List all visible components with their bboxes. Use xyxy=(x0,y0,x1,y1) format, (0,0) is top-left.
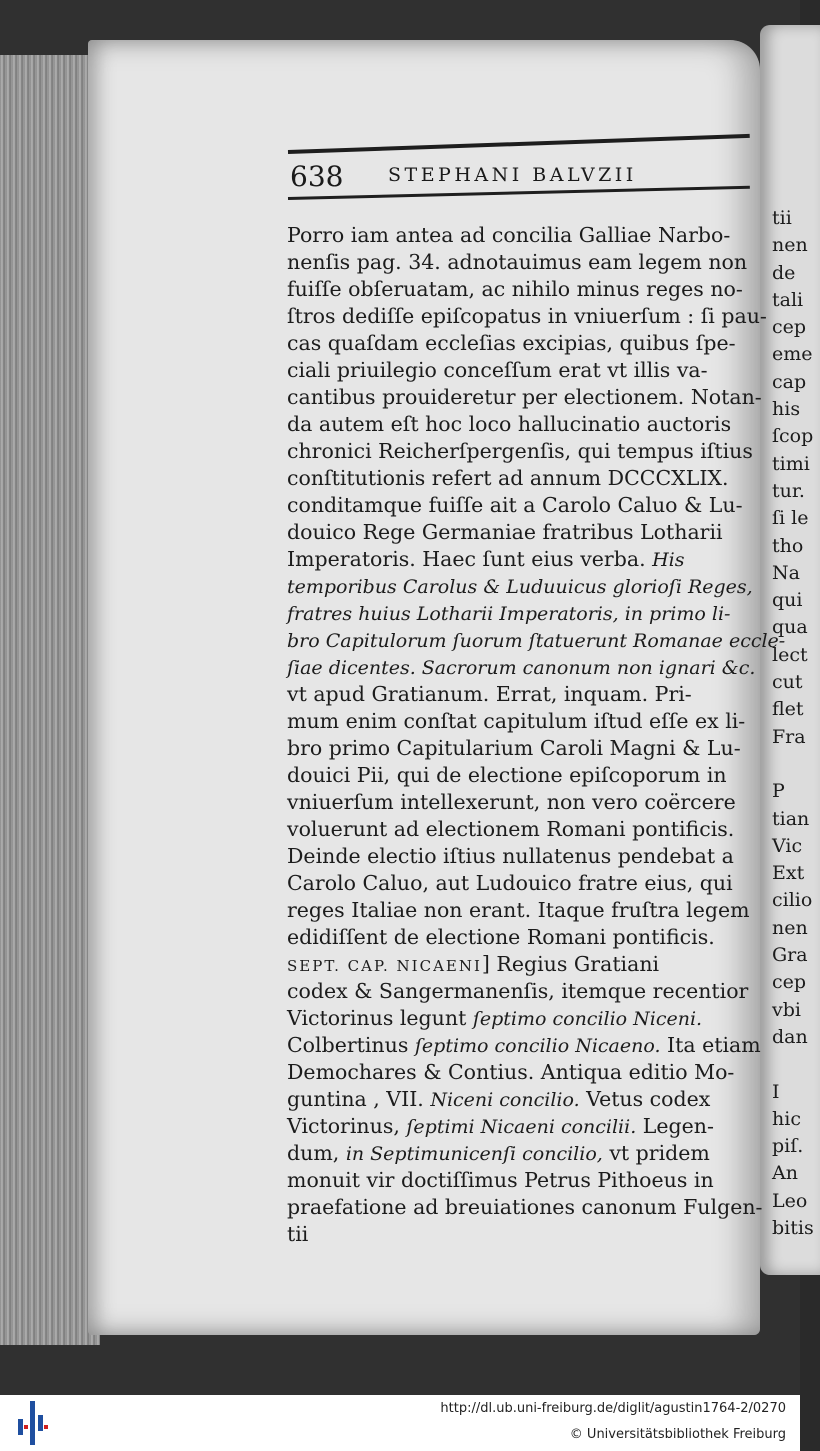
facing-text-fragment: qua xyxy=(772,616,808,639)
viewer-footer xyxy=(0,1395,800,1451)
text-run: Carolo Caluo, aut Ludouico fratre eius, qui xyxy=(287,871,733,895)
text-run: conditamque fuiſſe ait a Carolo Caluo & Lu- xyxy=(287,493,743,517)
text-run: ] Regius Gratiani xyxy=(481,952,660,976)
text-run: Victorinus legunt xyxy=(287,1006,473,1030)
text-line xyxy=(287,1005,757,1032)
running-head: STEPHANI BALVZII xyxy=(388,164,637,186)
facing-text-fragment: Ext xyxy=(772,862,805,885)
text-line xyxy=(287,1167,757,1194)
text-run: Demochares & Contius. Antiqua editio Mo- xyxy=(287,1060,735,1084)
text-run: reges Italiae non erant. Itaque fruſtra legem xyxy=(287,898,750,922)
facing-text-fragment xyxy=(772,1051,812,1078)
text-run: monuit vir doctiſſimus Petrus Pithoeus in xyxy=(287,1168,714,1192)
facing-text-fragment: flet xyxy=(772,698,804,721)
text-line xyxy=(287,978,757,1005)
facing-text-fragment: Gra xyxy=(772,944,808,967)
facing-text-fragment: nen xyxy=(772,234,808,257)
facing-text-fragment: nen xyxy=(772,916,808,939)
facing-text-fragment: qui xyxy=(772,589,803,612)
facing-text-fragment: P xyxy=(772,780,785,803)
text-run: edidiſſent de electione Romani pontificis. xyxy=(287,925,715,949)
text-line xyxy=(287,897,757,924)
facing-text-fragment: dan xyxy=(772,1025,808,1048)
copyright-notice: © Universitätsbibliothek Freiburg xyxy=(569,1427,786,1442)
text-line xyxy=(287,1140,757,1167)
text-line xyxy=(287,816,757,843)
text-run: ciali priuilegio conceſſum erat vt illis va- xyxy=(287,358,708,382)
text-line xyxy=(287,1221,757,1248)
text-line xyxy=(287,735,757,762)
text-line xyxy=(287,600,757,627)
facing-text-fragment: cep xyxy=(772,316,807,339)
facing-text-fragment: timi xyxy=(772,452,810,475)
text-line xyxy=(287,654,757,681)
facing-text-fragment: vbi xyxy=(772,998,801,1021)
text-line xyxy=(287,222,757,249)
text-line xyxy=(287,789,757,816)
text-run: His xyxy=(652,549,685,571)
text-line xyxy=(287,357,757,384)
facing-text-fragment: tian xyxy=(772,807,810,830)
facing-text-fragment: tii xyxy=(772,207,792,229)
text-run: ſtros dediſſe epiſcopatus in vniuerſum : ſi pau- xyxy=(287,304,767,328)
text-line xyxy=(287,1086,757,1113)
text-run: douico Rege Germaniae fratribus Lotharii xyxy=(287,520,723,544)
facing-text-fragment: tur. xyxy=(772,479,805,502)
facing-text-fragment: lect xyxy=(772,643,808,666)
text-line xyxy=(287,573,757,600)
facing-text-fragment: cilio xyxy=(772,889,813,912)
text-line xyxy=(287,681,757,708)
facing-text-fragment: tho xyxy=(772,534,804,557)
facing-text-fragment: de xyxy=(772,261,796,284)
text-run: codex & Sangermanenſis, itemque recentior xyxy=(287,979,749,1003)
text-line xyxy=(287,1032,761,1059)
text-run: vniuerſum intellexerunt, non vero coërcere xyxy=(287,790,736,814)
text-run: Victorinus, xyxy=(287,1114,407,1138)
text-run: mum enim conſtat capitulum iſtud eſſe ex li- xyxy=(287,709,746,733)
text-run: Imperatoris. Haec ſunt eius verba. xyxy=(287,547,653,571)
text-line xyxy=(287,951,757,978)
text-run: Deinde electio iſtius nullatenus pendebat a xyxy=(287,844,734,868)
facing-text-fragment: ſi le xyxy=(772,507,809,530)
text-line xyxy=(287,1059,757,1086)
text-line xyxy=(287,276,757,303)
library-logo-icon xyxy=(14,1401,50,1445)
text-run: Vetus codex xyxy=(579,1087,711,1111)
page-number: 638 xyxy=(290,160,344,193)
facing-text-fragment xyxy=(772,751,812,778)
text-run: chronici Reicherſpergenſis, qui tempus iſtius xyxy=(287,439,753,463)
text-run: ſeptimo concilio Niceni. xyxy=(472,1008,703,1030)
text-line xyxy=(287,762,757,789)
facing-text-fragment: cap xyxy=(772,370,807,393)
facing-text-fragment: Fra xyxy=(772,725,806,748)
text-line xyxy=(287,492,757,519)
text-line xyxy=(287,519,757,546)
text-run: cantibus prouideretur per electionem. Notan- xyxy=(287,385,762,409)
text-run: praefatione ad breuiationes canonum Fulgen- xyxy=(287,1195,763,1219)
text-run: Ita etiam xyxy=(660,1033,761,1057)
text-run: tii xyxy=(287,1222,309,1246)
text-run: Legen- xyxy=(636,1114,714,1138)
text-run: bro Capitulorum ſuorum ſtatuerunt Romanae eccle- xyxy=(287,630,786,652)
text-line xyxy=(287,249,757,276)
text-line xyxy=(287,330,757,357)
text-line xyxy=(287,1194,763,1221)
text-run: temporibus Carolus & Luduuicus glorioſi Reges, xyxy=(287,576,753,598)
text-line xyxy=(287,303,767,330)
text-run: fratres huius Lotharii Imperatoris, in primo li- xyxy=(287,603,731,625)
text-run: conſtitutionis refert ad annum DCCCXLIX. xyxy=(287,466,729,490)
text-run: in Septimunicenſi concilio, xyxy=(345,1143,603,1165)
text-run: ſeptimo concilio Nicaeno. xyxy=(414,1035,661,1057)
text-run: cas quaſdam eccleſias excipias, quibus ſpe- xyxy=(287,331,736,355)
facing-text-fragment: ſcop xyxy=(772,425,814,448)
text-run: Porro iam antea ad concilia Galliae Narbo- xyxy=(287,223,731,247)
text-run: voluerunt ad electionem Romani pontificis. xyxy=(287,817,735,841)
facing-text-fragment: his xyxy=(772,398,801,421)
text-run: bro primo Capitularium Caroli Magni & Lu- xyxy=(287,736,741,760)
text-run: ſeptimi Nicaeni concilii. xyxy=(406,1116,637,1138)
facing-text-fragment: eme xyxy=(772,343,813,366)
facing-text-fragment: bitis xyxy=(772,1216,814,1239)
document-url[interactable]: http://dl.ub.uni-freiburg.de/diglit/agustin1764-2/0270 xyxy=(440,1401,786,1416)
text-run: guntina , VII. xyxy=(287,1087,431,1111)
text-run: dum, xyxy=(287,1141,346,1165)
facing-text-fragment: Na xyxy=(772,561,800,584)
text-run: vt apud Gratianum. Errat, inquam. Pri- xyxy=(287,682,692,706)
text-run: vt pridem xyxy=(602,1141,710,1165)
text-run: nenſis pag. 34. adnotauimus eam legem non xyxy=(287,250,748,274)
text-line xyxy=(287,438,757,465)
facing-text-fragment: cep xyxy=(772,971,807,994)
facing-text-fragment: An xyxy=(772,1162,798,1185)
text-run: SEPT. CAP. NICAENI xyxy=(287,957,482,975)
text-line xyxy=(287,870,757,897)
page-text xyxy=(287,222,786,1248)
text-line xyxy=(287,708,757,735)
text-run: Colbertinus xyxy=(287,1033,415,1057)
facing-text-fragment: piſ. xyxy=(772,1135,804,1158)
text-run: Niceni concilio. xyxy=(430,1089,580,1111)
facing-text-fragment: Leo xyxy=(772,1189,808,1212)
text-run: da autem eſt hoc loco hallucinatio auctoris xyxy=(287,412,732,436)
facing-text-fragment: tali xyxy=(772,288,804,311)
text-line xyxy=(287,1113,757,1140)
facing-page-text xyxy=(772,205,814,1239)
facing-text-fragment: I xyxy=(772,1080,780,1103)
text-run: ſiae dicentes. Sacrorum canonum non ignari &c. xyxy=(287,657,756,679)
text-run: douici Pii, qui de electione epiſcoporum in xyxy=(287,763,727,787)
text-line xyxy=(287,411,757,438)
facing-text-fragment: Vic xyxy=(772,834,803,857)
text-line xyxy=(287,843,757,870)
page-edge xyxy=(0,55,100,1345)
text-line xyxy=(287,627,786,654)
facing-text-fragment: hic xyxy=(772,1107,801,1130)
text-line xyxy=(287,384,762,411)
text-run: fuiſſe obſeruatam, ac nihilo minus reges no- xyxy=(287,277,743,301)
facing-text-fragment: cut xyxy=(772,671,803,694)
text-line xyxy=(287,546,757,573)
text-line xyxy=(287,924,757,951)
text-line xyxy=(287,465,757,492)
